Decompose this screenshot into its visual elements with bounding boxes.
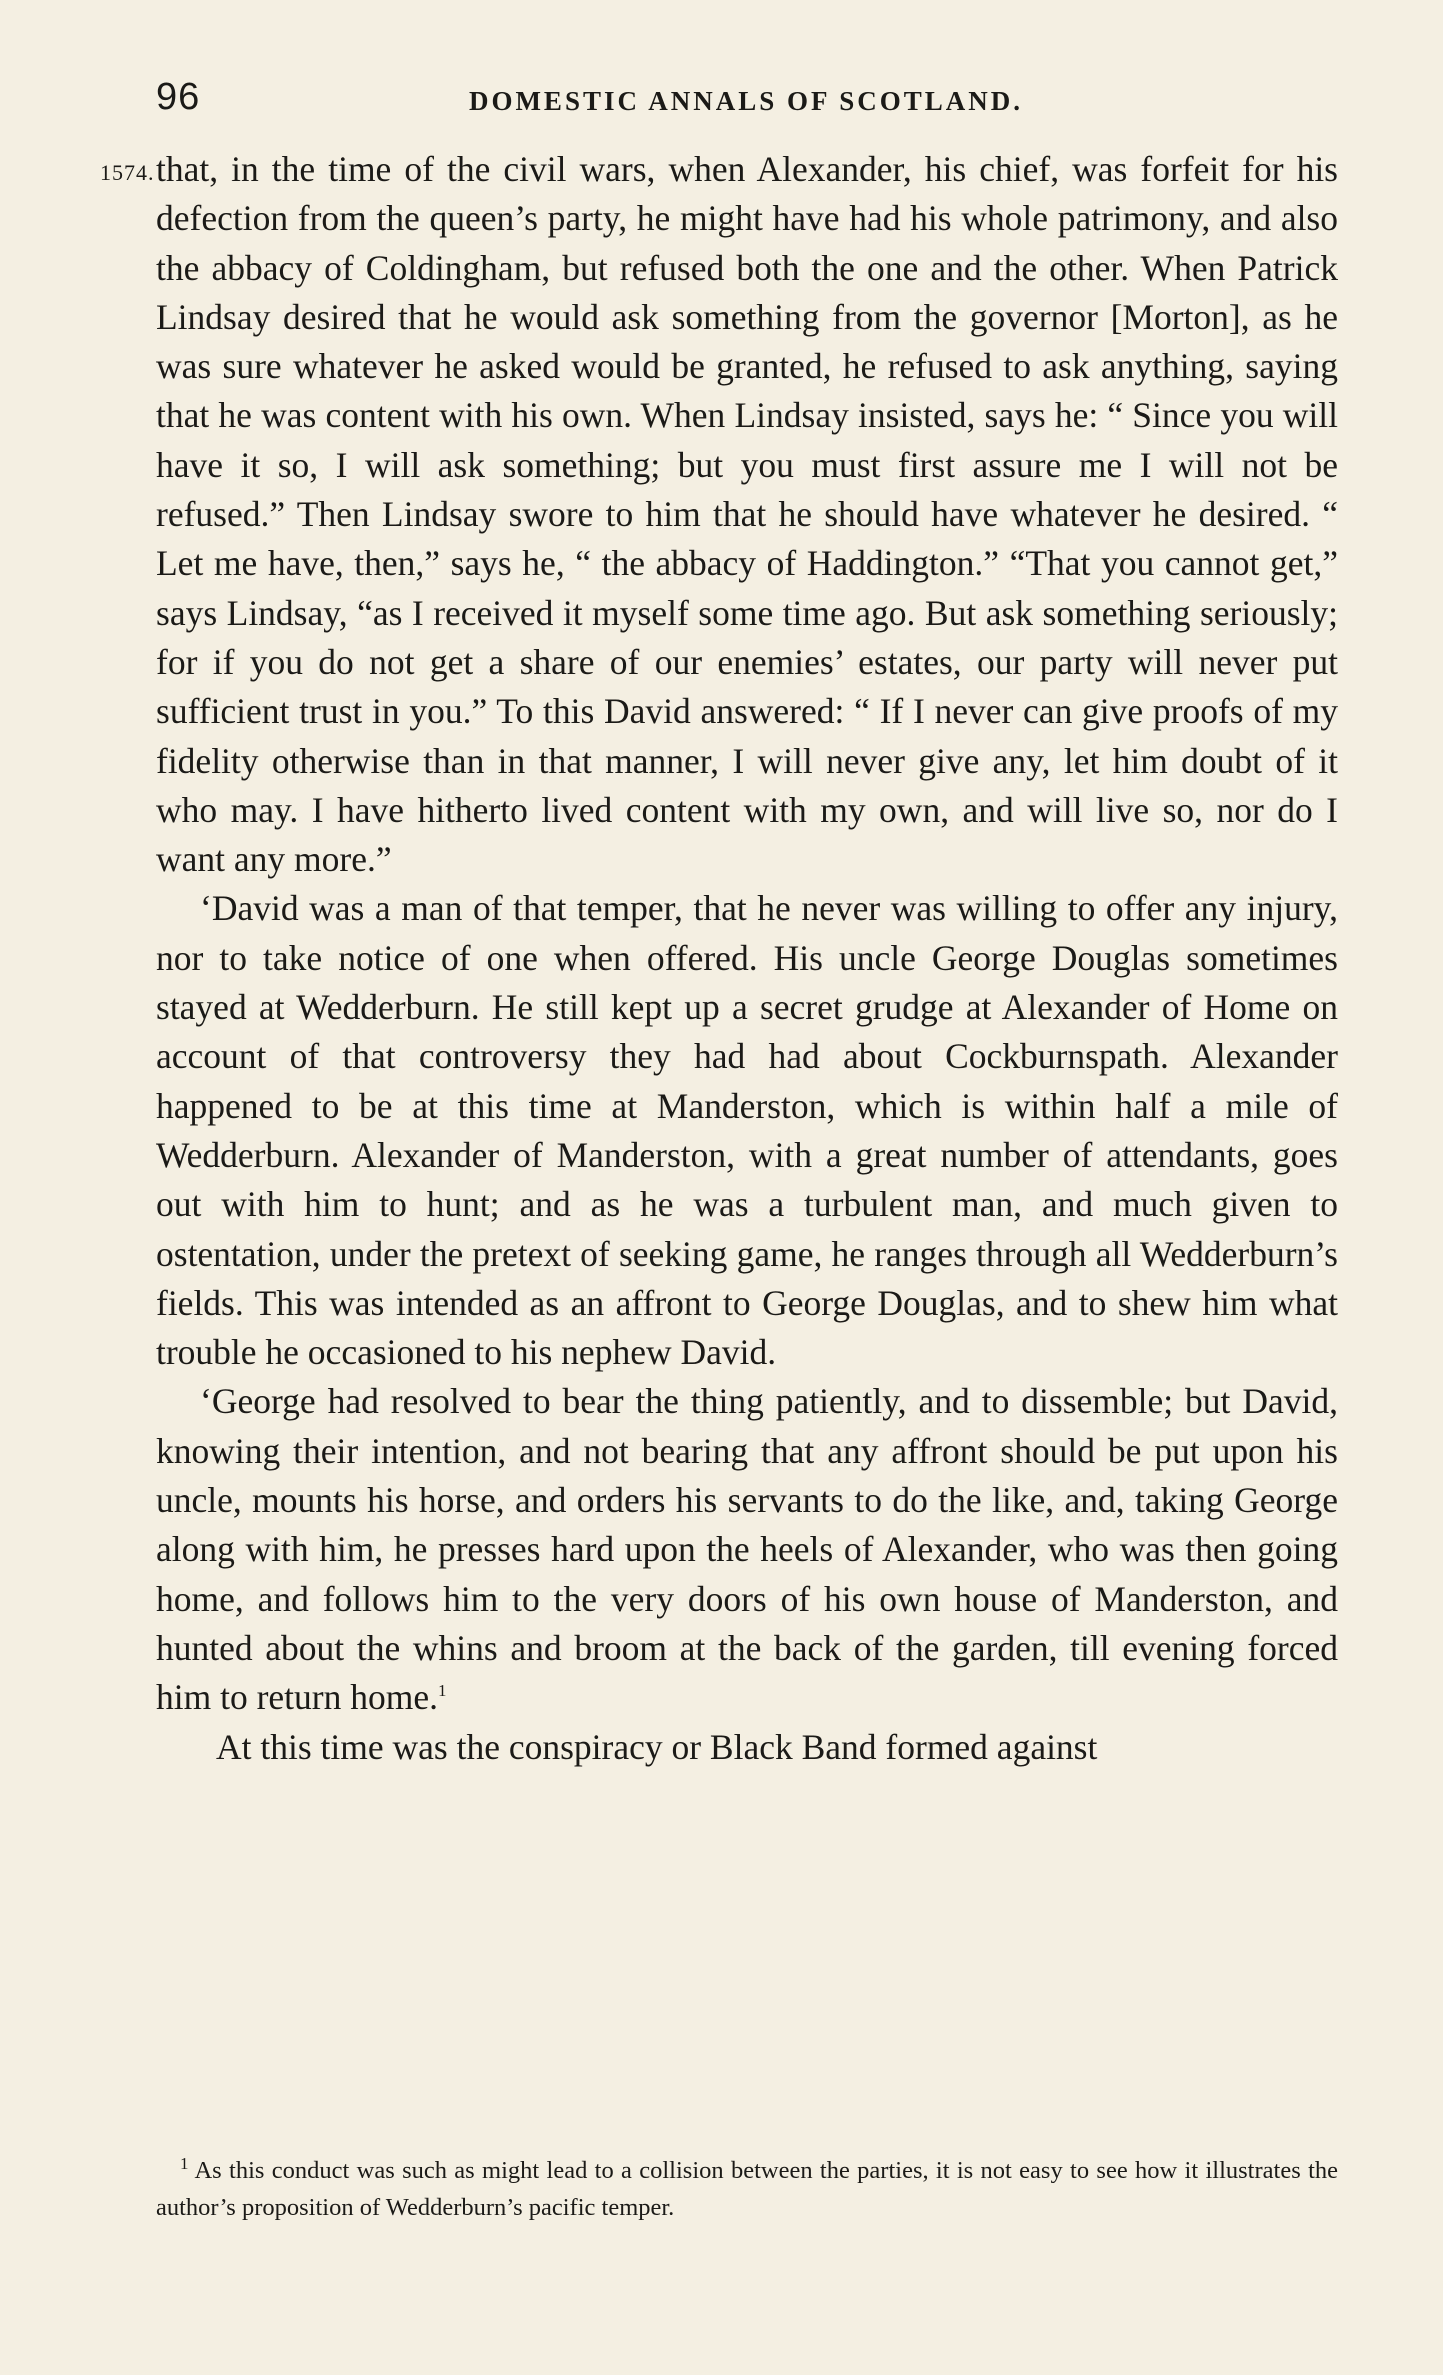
page-number: 96	[156, 76, 201, 118]
paragraph-4: At this time was the conspiracy or Black Band formed against	[216, 1726, 1098, 1767]
footnote-reference: 1	[437, 1681, 447, 1701]
paragraph-3	[156, 1377, 1338, 1722]
footnote	[156, 2152, 1338, 2226]
paragraph-1: that, in the time of the civil wars, when Alexander, his chief, was forfeit for his defection from the queen’s party, he might have had his whole patrimony, and also the abbacy of Coldingham, but refused both the one and the other. When Patrick Lindsay desired that he would ask something from the governor [Morton], as he was sure whatever he asked would be granted, he refused to ask anything, saying that he was content with his own. When Lindsay insisted, says he: “ Since you will have it so, I will ask something; but you must first assure me I will not be refused.” Then Lindsay swore to him that he should have whatever he desired. “ Let me have, then,” says he, “ the abbacy of Haddington.” “That you cannot get,” says Lindsay, “as I received it myself some time ago. But ask something seriously; for if you do not get a share of our enemies’ estates, our party will never put sufficient trust in you.” To this David answered: “ If I never can give proofs of my fidelity otherwise than in that manner, I will never give any, let him doubt of it who may. I have hitherto lived content with my own, and will live so, nor do I want any more.”	[156, 149, 1338, 880]
margin-year: 1574.	[100, 160, 155, 185]
footnotes	[156, 2152, 1338, 2226]
footnote-marker: 1	[180, 2153, 189, 2173]
paragraph-3-text: ‘George had resolved to bear the thing patiently, and to dissemble; but David, knowing their intention, and not bearing that any affront should be put upon his uncle, mounts his horse, and orders his servants to do the like, and, taking George along with him, he presses hard upon the heels of Alexander, who was then going home, and follows him to the very doors of his own house of Manderston, and hunted about the whins and broom at the back of the garden, till evening forced him to return home.	[156, 1381, 1338, 1718]
running-title: DOMESTIC ANNALS OF SCOTLAND.	[468, 86, 1024, 116]
page-header	[156, 72, 1336, 132]
body-text	[156, 145, 1338, 1772]
footnote-text: As this conduct was such as might lead to a collision between the parties, it is not easy to see how it illustrates the author’s proposition of Wedderburn’s pacific temper.	[156, 2157, 1338, 2221]
paragraph-2: ‘David was a man of that temper, that he never was willing to offer any injury, nor to take notice of one when offered. His uncle George Douglas sometimes stayed at Wedderburn. He still kept up a secret grudge at Alexander of Home on account of that controversy they had had about Cockburnspath. Alexander happened to be at this time at Manderston, which is within half a mile of Wedderburn. Alexander of Manderston, with a great number of attendants, goes out with him to hunt; and as he was a turbulent man, and much given to ostentation, under the pretext of seeking game, he ranges through all Wedderburn’s fields. This was intended as an affront to George Douglas, and to shew him what trouble he occasioned to his nephew David.	[156, 888, 1338, 1373]
